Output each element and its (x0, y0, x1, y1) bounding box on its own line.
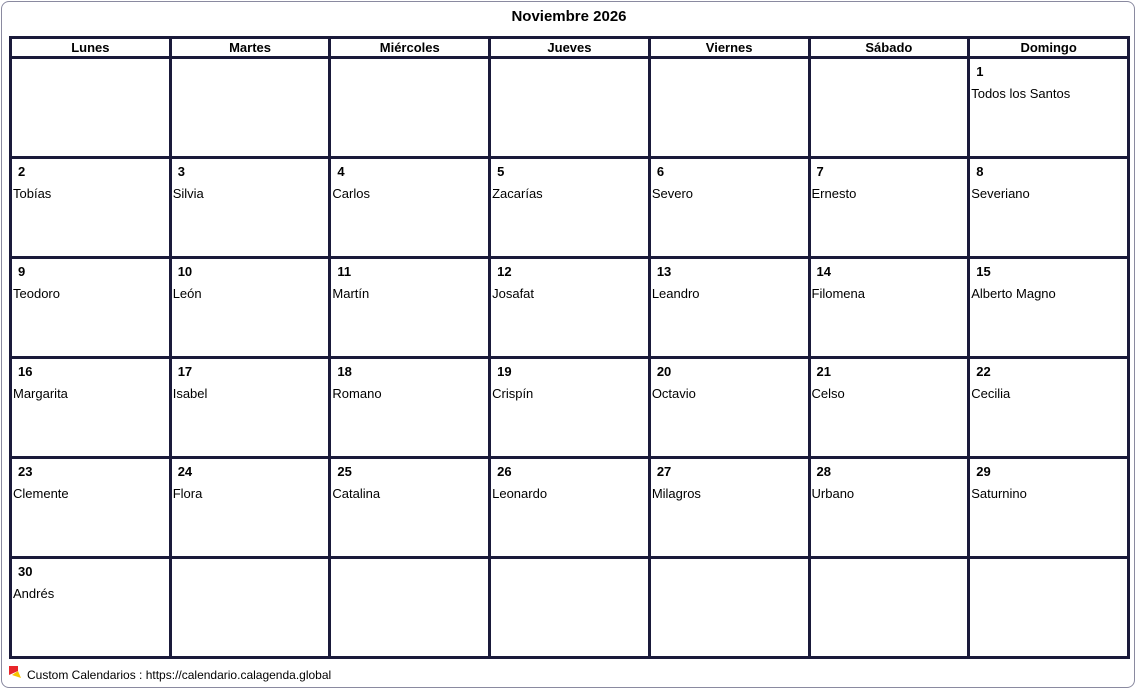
week-row (11, 358, 1129, 458)
day-number: 24 (177, 464, 193, 479)
day-number: 6 (656, 164, 665, 179)
saint-name: Catalina (332, 486, 381, 501)
day-cell (809, 158, 969, 258)
day-number: 7 (816, 164, 824, 179)
saint-name: Filomena (811, 286, 865, 301)
day-cell (490, 158, 650, 258)
day-cell (170, 558, 330, 658)
saint-name: Urbano (811, 486, 855, 501)
day-cell (330, 558, 490, 658)
day-number: 21 (816, 364, 831, 379)
day-number: 19 (497, 364, 512, 379)
day-number: 30 (18, 564, 33, 579)
day-number: 16 (18, 364, 33, 379)
day-number: 18 (337, 364, 352, 379)
saint-name: Celso (811, 386, 845, 401)
day-cell (330, 258, 490, 358)
saint-name: Milagros (651, 486, 701, 501)
saint-name: Leandro (651, 286, 700, 301)
saint-name: Silvia (172, 186, 204, 201)
weekday-tuesday: Martes (170, 38, 330, 58)
weekday-thursday: Jueves (490, 38, 650, 58)
day-cell (11, 458, 171, 558)
day-cell (649, 258, 809, 358)
saint-name: Tobías (13, 186, 52, 201)
saint-name (12, 64, 169, 71)
day-cell (809, 58, 969, 158)
day-cell (490, 558, 650, 658)
day-cell (11, 258, 171, 358)
day-number: 2 (18, 164, 26, 179)
footer-text: Custom Calendarios : https://calendario.calagenda.global (27, 668, 332, 682)
day-number: 12 (497, 264, 512, 279)
saint-name (651, 564, 808, 571)
day-cell (490, 258, 650, 358)
saint-name (651, 64, 808, 71)
day-number: 5 (497, 164, 505, 179)
day-cell (170, 358, 330, 458)
day-cell (11, 358, 171, 458)
saint-name: Flora (172, 486, 203, 501)
day-cell (11, 158, 171, 258)
week-row (11, 558, 1129, 658)
day-cell (170, 258, 330, 358)
saint-name (331, 564, 488, 571)
day-cell (649, 458, 809, 558)
day-number: 26 (497, 464, 512, 479)
saint-name: Alberto Magno (971, 286, 1056, 301)
saint-name: Margarita (13, 386, 68, 401)
day-cell (490, 58, 650, 158)
saint-name: Carlos (332, 186, 370, 201)
calendar-title: Noviembre 2026 (511, 8, 627, 25)
saint-name: Cecilia (971, 386, 1011, 401)
day-cell (170, 458, 330, 558)
day-number: 28 (816, 464, 831, 479)
week-row (11, 258, 1129, 358)
day-cell (330, 458, 490, 558)
week-row (11, 58, 1129, 158)
saint-name (491, 564, 648, 571)
weekday-wednesday: Miércoles (330, 38, 490, 58)
weekday-saturday: Sábado (809, 38, 969, 58)
day-cell (11, 58, 171, 158)
day-cell (969, 158, 1129, 258)
saint-name: Ernesto (811, 186, 857, 201)
day-number: 25 (337, 464, 352, 479)
day-number: 11 (337, 264, 352, 279)
day-cell (969, 58, 1129, 158)
day-cell (969, 558, 1129, 658)
saint-name (970, 564, 1127, 571)
saint-name: Martín (332, 286, 370, 301)
weekday-monday: Lunes (11, 38, 171, 58)
weekday-sunday: Domingo (969, 38, 1129, 58)
day-cell (330, 158, 490, 258)
day-number: 20 (656, 364, 672, 379)
day-number: 10 (177, 264, 193, 279)
day-cell (649, 158, 809, 258)
day-number: 23 (18, 464, 33, 479)
week-row (11, 158, 1129, 258)
day-number: 17 (177, 364, 193, 379)
saint-name (811, 64, 968, 71)
day-cell (809, 358, 969, 458)
saint-name (331, 64, 488, 71)
saint-name: Andrés (13, 586, 55, 601)
saint-name (172, 64, 329, 71)
saint-name: León (172, 286, 202, 301)
week-row (11, 458, 1129, 558)
saint-name: Romano (332, 386, 382, 401)
day-cell (170, 158, 330, 258)
calendar-logo-icon (9, 666, 21, 678)
day-cell (170, 58, 330, 158)
day-cell (969, 458, 1129, 558)
day-number: 15 (976, 264, 991, 279)
day-cell (969, 358, 1129, 458)
saint-name: Josafat (492, 286, 535, 301)
saint-name: Zacarías (492, 186, 543, 201)
day-number: 4 (337, 164, 345, 179)
day-cell (330, 58, 490, 158)
saint-name (491, 64, 648, 71)
day-number: 14 (816, 264, 831, 279)
day-number: 1 (976, 64, 984, 79)
day-number: 9 (18, 264, 26, 279)
day-cell (649, 58, 809, 158)
weekday-header-row (11, 38, 1129, 58)
saint-name: Isabel (172, 386, 208, 401)
saint-name: Severo (651, 186, 694, 201)
day-number: 22 (976, 364, 991, 379)
day-number: 8 (976, 164, 984, 179)
day-cell (809, 258, 969, 358)
saint-name: Clemente (13, 486, 69, 501)
saint-name (811, 564, 968, 571)
saint-name: Crispín (492, 386, 534, 401)
day-cell (809, 458, 969, 558)
day-number: 3 (177, 164, 185, 179)
saint-name (172, 564, 329, 571)
saint-name: Todos los Santos (971, 86, 1071, 101)
saint-name: Leonardo (492, 486, 548, 501)
day-cell (11, 558, 171, 658)
day-number: 27 (656, 464, 672, 479)
footer (9, 668, 331, 682)
day-number: 13 (656, 264, 672, 279)
day-cell (490, 458, 650, 558)
saint-name: Saturnino (971, 486, 1027, 501)
day-cell (649, 558, 809, 658)
day-cell (649, 358, 809, 458)
calendar-grid (9, 36, 1130, 659)
day-number: 29 (976, 464, 991, 479)
day-cell (490, 358, 650, 458)
saint-name: Octavio (651, 386, 696, 401)
weekday-friday: Viernes (649, 38, 809, 58)
saint-name: Severiano (971, 186, 1030, 201)
day-cell (330, 358, 490, 458)
day-cell (809, 558, 969, 658)
saint-name: Teodoro (13, 286, 60, 301)
day-cell (969, 258, 1129, 358)
